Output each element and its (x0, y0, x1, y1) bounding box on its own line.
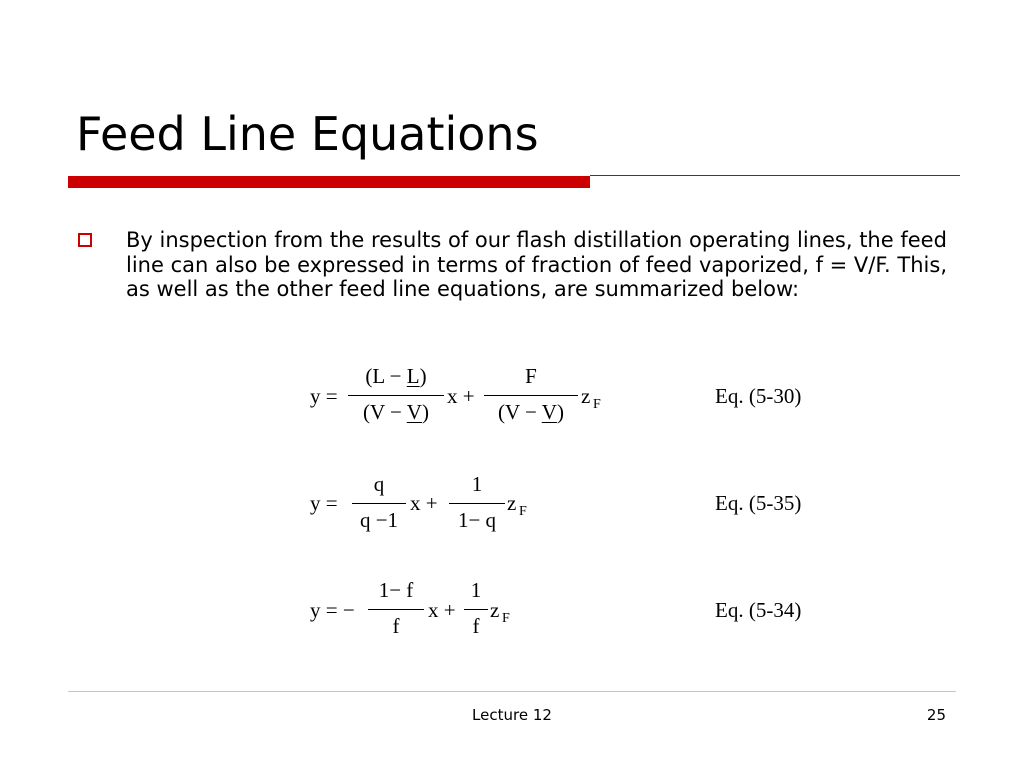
eq3-frac1-bar (368, 609, 424, 610)
eq1-operator: x + (447, 384, 475, 408)
eq2-variable: z (507, 491, 517, 515)
eq1-variable: z (581, 384, 591, 408)
eq2-frac1-bar (352, 503, 406, 504)
eq3-frac2-bar (464, 609, 488, 610)
eq2-operator: x + (410, 491, 438, 515)
eq2-frac1-numerator: q (373, 472, 385, 496)
bullet-text: By inspection from the results of our flash distillation operating lines, the feed line can also be expressed in terms of fraction of feed vaporized, f = V/F. This, as well as the other feed line equations, are summarized below: (126, 228, 947, 301)
slide-title: Feed Line Equations (76, 107, 539, 161)
eq3-frac2-denominator: f (472, 614, 480, 638)
eq1-label: Eq. (5-30) (715, 384, 802, 408)
eq3-frac2-numerator: 1 (470, 578, 482, 602)
eq1-frac1-bar (348, 395, 444, 396)
eq1-frac2-denominator: (V − V) (498, 400, 564, 424)
eq3-frac1-denominator: f (392, 614, 400, 638)
eq2-frac1-denominator: q −1 (359, 508, 399, 532)
eq1-fraction-2 (484, 364, 578, 428)
eq2-subscript: F (519, 504, 527, 519)
eq3-label: Eq. (5-34) (715, 598, 802, 622)
eq2-frac2-denominator: 1− q (457, 508, 497, 532)
eq2-frac2-bar (449, 503, 505, 504)
eq3-fraction-1 (368, 578, 424, 642)
title-rule-thin (590, 175, 960, 176)
eq3-fraction-2 (464, 578, 488, 642)
hollow-square-bullet-icon (78, 233, 92, 247)
footer-page-number: 25 (926, 706, 946, 724)
footer-lecture-label: Lecture 12 (472, 706, 552, 724)
eq1-frac1-denominator: (V − V) (363, 400, 429, 424)
eq2-lhs: y = (310, 491, 338, 515)
eq2-frac2-numerator: 1 (471, 472, 483, 496)
eq1-frac2-numerator: F (525, 364, 537, 388)
eq2-label: Eq. (5-35) (715, 491, 802, 515)
eq1-fraction-1 (348, 364, 444, 428)
eq2-fraction-2 (449, 472, 505, 536)
eq3-variable: z (490, 598, 500, 622)
eq3-lhs: y = − (310, 598, 355, 622)
eq3-operator: x + (428, 598, 456, 622)
eq3-frac1-numerator: 1− f (378, 578, 414, 602)
eq2-fraction-1 (352, 472, 406, 536)
eq3-subscript: F (502, 611, 510, 626)
eq1-lhs: y = (310, 384, 338, 408)
eq1-frac2-bar (484, 395, 578, 396)
title-rule-thick (68, 176, 590, 188)
footer-rule (68, 691, 956, 692)
eq1-frac1-numerator: (L − L) (365, 364, 427, 388)
eq1-subscript: F (593, 397, 601, 412)
